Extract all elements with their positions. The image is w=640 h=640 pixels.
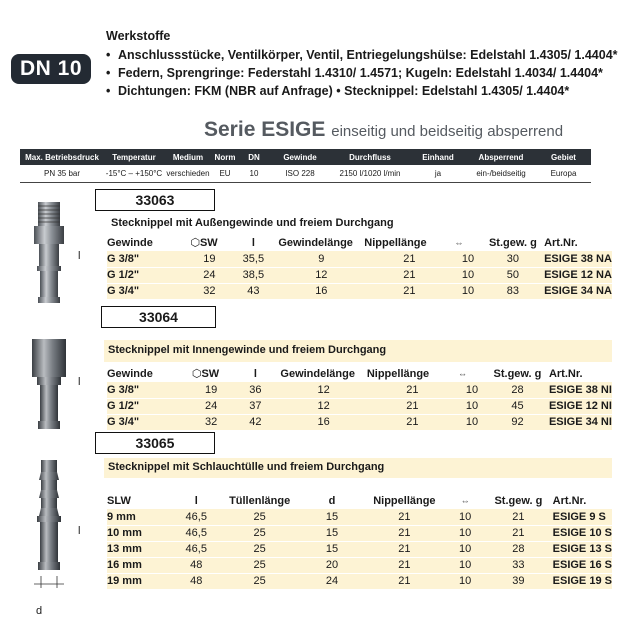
hexagon-icon: ⬡ <box>191 368 202 380</box>
cell: 42 <box>230 414 280 430</box>
coupling-icon: ⇔ <box>460 495 470 506</box>
col-header: Gewinde <box>107 367 153 380</box>
spec-value: Europa <box>536 165 591 182</box>
section-title: Stecknippel mit Schlauchtülle und freiem Durchgang <box>108 461 385 473</box>
cell: 21 <box>364 251 454 267</box>
series-name: Serie ESIGE <box>204 118 326 141</box>
cell: 15 <box>301 525 362 541</box>
cell: 19 <box>190 251 228 267</box>
cell: 12 <box>278 267 364 283</box>
series-subtitle: einseitig und beidseitig absperrend <box>331 123 564 140</box>
spec-value: ein-/beidseitig <box>466 165 536 182</box>
spec-header: DN <box>238 149 270 165</box>
cell: 46,5 <box>175 509 218 525</box>
cell: 16 mm <box>107 557 175 573</box>
spec-value: verschieden <box>164 165 212 182</box>
spec-header-row <box>20 149 591 165</box>
table-row <box>107 398 612 414</box>
cell: 12 <box>280 382 366 398</box>
cell: G 3/8" <box>107 382 192 398</box>
table-row <box>107 557 612 573</box>
cell: 10 <box>454 251 481 267</box>
table-row <box>107 283 612 299</box>
cell: 12 <box>280 398 366 414</box>
materials-item: • Anschlussstücke, Ventilkörper, Ventil, Entriegelungshülse: Edelstahl 1.4305/ 1.4404* <box>106 48 618 62</box>
spec-value-row <box>20 165 591 182</box>
spec-header: Max. Betriebsdruck <box>20 149 104 165</box>
col-header: ⬡SW <box>191 368 220 380</box>
col-header: St.gew. g <box>488 236 537 249</box>
cell: 25 <box>218 573 301 589</box>
cell: ESIGE 12 NI <box>548 400 612 412</box>
dimension-l-label: l <box>78 376 81 388</box>
spec-header: Gewinde <box>270 149 330 165</box>
col-header <box>446 492 484 509</box>
table-row <box>107 414 612 430</box>
cell: 21 <box>367 414 458 430</box>
cell: 21 <box>484 509 552 525</box>
coupling-icon: ⇔ <box>458 368 468 379</box>
cell: 10 <box>446 541 484 557</box>
spec-header: Norm <box>212 149 238 165</box>
cell: 92 <box>486 414 549 430</box>
col-header: Nippellänge <box>373 494 436 507</box>
product-table <box>107 492 612 590</box>
cell: 19 mm <box>107 573 175 589</box>
cell: 21 <box>367 382 458 398</box>
cell: 21 <box>364 283 454 299</box>
col-header: SLW <box>107 494 131 507</box>
cell: 20 <box>301 557 362 573</box>
table-row <box>107 525 612 541</box>
article-number-box: 33065 <box>95 432 215 454</box>
cell: ESIGE 16 S <box>552 559 612 571</box>
spec-value: 10 <box>238 165 270 182</box>
cell: 28 <box>484 541 552 557</box>
cell: G 3/8" <box>107 251 190 267</box>
hexagon-icon: ⬡ <box>190 237 200 249</box>
cell: 35,5 <box>228 251 278 267</box>
spec-header: Absperrend <box>466 149 536 165</box>
col-header: l <box>194 494 198 507</box>
dimension-l-label: l <box>78 525 81 537</box>
table-row <box>107 509 612 525</box>
table-header-row <box>107 365 612 382</box>
materials-item: • Dichtungen: FKM (NBR auf Anfrage) • Stecknippel: Edelstahl 1.4305/ 1.4404* <box>106 84 570 98</box>
cell: 32 <box>192 414 231 430</box>
cell: 21 <box>367 398 458 414</box>
table-row <box>107 573 612 589</box>
cell: 50 <box>482 267 544 283</box>
cell: 25 <box>218 509 301 525</box>
cell: 33 <box>484 557 552 573</box>
col-header: Art.Nr. <box>548 367 583 380</box>
col-header: Gewindelänge <box>280 367 355 380</box>
materials-heading: Werkstoffe <box>106 29 171 43</box>
spec-header: Einhand <box>410 149 466 165</box>
cell: 21 <box>363 541 446 557</box>
cell: 10 <box>458 398 486 414</box>
female-thread-nipple-image <box>14 335 86 435</box>
spec-value: ja <box>410 165 466 182</box>
cell: 48 <box>175 573 218 589</box>
article-number-box: 33063 <box>95 189 215 211</box>
cell: 10 <box>446 509 484 525</box>
col-header: Art.Nr. <box>544 236 578 249</box>
table-row <box>107 251 612 267</box>
materials-item: • Federn, Sprengringe: Federstahl 1.4310/ 1.4571; Kugeln: Edelstahl 1.4034/ 1.4404* <box>106 66 603 80</box>
cell: 13 mm <box>107 541 175 557</box>
spec-value: 2150 l/1020 l/min <box>330 165 410 182</box>
cell: 43 <box>228 283 278 299</box>
table-row <box>107 382 612 398</box>
male-thread-nipple-image <box>14 200 86 310</box>
materials-list <box>106 46 618 100</box>
section-title: Stecknippel mit Innengewinde und freiem Durchgang <box>108 344 387 356</box>
cell: 21 <box>363 573 446 589</box>
dn-badge: DN 10 <box>11 54 91 84</box>
cell: ESIGE 38 NI <box>549 382 612 398</box>
cell: ESIGE 19 S <box>552 575 612 587</box>
cell: 16 <box>280 414 366 430</box>
spec-header: Gebiet <box>536 149 591 165</box>
spec-table <box>20 149 591 183</box>
col-header: Gewindelänge <box>278 236 353 249</box>
cell: 46,5 <box>175 541 218 557</box>
cell: 24 <box>192 398 231 414</box>
coupling-icon: ⇔ <box>454 237 464 248</box>
spec-value: EU <box>212 165 238 182</box>
article-number-box: 33064 <box>101 306 216 328</box>
cell: 10 <box>458 414 486 430</box>
cell: 46,5 <box>175 525 218 541</box>
product-table <box>107 234 612 300</box>
table-header-row <box>107 234 612 251</box>
cell: G 1/2" <box>107 267 190 283</box>
col-header: Nippellänge <box>366 367 430 380</box>
cell: 16 <box>278 283 364 299</box>
cell: ESIGE 12 NA <box>544 269 612 281</box>
cell: ESIGE 9 S <box>553 509 612 525</box>
dimension-l-label: l <box>78 250 81 262</box>
col-header: ⬡SW <box>190 237 218 249</box>
cell: 36 <box>230 382 280 398</box>
spec-header: Medium <box>164 149 212 165</box>
col-header: Tüllenlänge <box>229 494 291 507</box>
cell: 21 <box>363 525 446 541</box>
cell: 21 <box>364 267 454 283</box>
col-header: Nippellänge <box>364 236 427 249</box>
section-title: Stecknippel mit Außengewinde und freiem Durchgang <box>111 217 394 229</box>
cell: 10 <box>458 382 486 398</box>
cell: 24 <box>190 267 228 283</box>
col-header <box>454 234 481 251</box>
table-row <box>107 267 612 283</box>
cell: 83 <box>482 283 544 299</box>
cell: 10 <box>454 283 481 299</box>
col-header: l <box>251 236 255 249</box>
cell: 10 <box>446 573 484 589</box>
cell: 24 <box>301 573 362 589</box>
cell: 10 <box>454 267 481 283</box>
cell: 21 <box>363 557 446 573</box>
cell: ESIGE 34 NI <box>548 416 612 428</box>
cell: ESIGE 38 NA <box>544 251 612 267</box>
cell: G 3/4" <box>107 283 190 299</box>
col-header: d <box>328 494 336 507</box>
cell: 45 <box>486 398 549 414</box>
cell: G 1/2" <box>107 398 192 414</box>
cell: 10 mm <box>107 525 175 541</box>
cell: 30 <box>482 251 544 267</box>
cell: 15 <box>301 509 362 525</box>
cell: 32 <box>190 283 228 299</box>
cell: 9 <box>278 251 364 267</box>
series-title <box>204 118 563 142</box>
cell: 19 <box>192 382 231 398</box>
cell: 9 mm <box>107 509 175 525</box>
spec-header: Durchfluss <box>330 149 410 165</box>
product-table <box>107 365 612 431</box>
cell: 38,5 <box>228 267 278 283</box>
table-row <box>107 541 612 557</box>
col-header <box>458 365 486 382</box>
col-header: Gewinde <box>107 236 153 249</box>
cell: 21 <box>363 509 446 525</box>
hose-barb-nipple-image <box>14 458 86 600</box>
cell: 25 <box>218 557 301 573</box>
dimension-d-label: d <box>36 605 43 617</box>
spec-value: ISO 228 <box>270 165 330 182</box>
col-header: Art.Nr. <box>552 494 587 507</box>
cell: 28 <box>486 382 549 398</box>
cell: 15 <box>301 541 362 557</box>
cell: ESIGE 13 S <box>552 543 612 555</box>
spec-value: -15°C – +150°C <box>104 165 164 182</box>
cell: 25 <box>218 525 301 541</box>
col-header: St.gew. g <box>493 367 542 380</box>
cell: 37 <box>230 398 280 414</box>
cell: 39 <box>484 573 552 589</box>
cell: 48 <box>175 557 218 573</box>
col-header: St.gew. g <box>494 494 543 507</box>
table-header-row <box>107 492 612 509</box>
spec-value: PN 35 bar <box>20 165 104 182</box>
cell: ESIGE 10 S <box>552 527 612 539</box>
spec-header: Temperatur <box>104 149 164 165</box>
cell: 25 <box>218 541 301 557</box>
cell: G 3/4" <box>107 414 192 430</box>
cell: 21 <box>484 525 552 541</box>
col-header: l <box>253 367 257 380</box>
cell: 10 <box>446 525 484 541</box>
cell: 10 <box>446 557 484 573</box>
cell: ESIGE 34 NA <box>544 285 612 297</box>
